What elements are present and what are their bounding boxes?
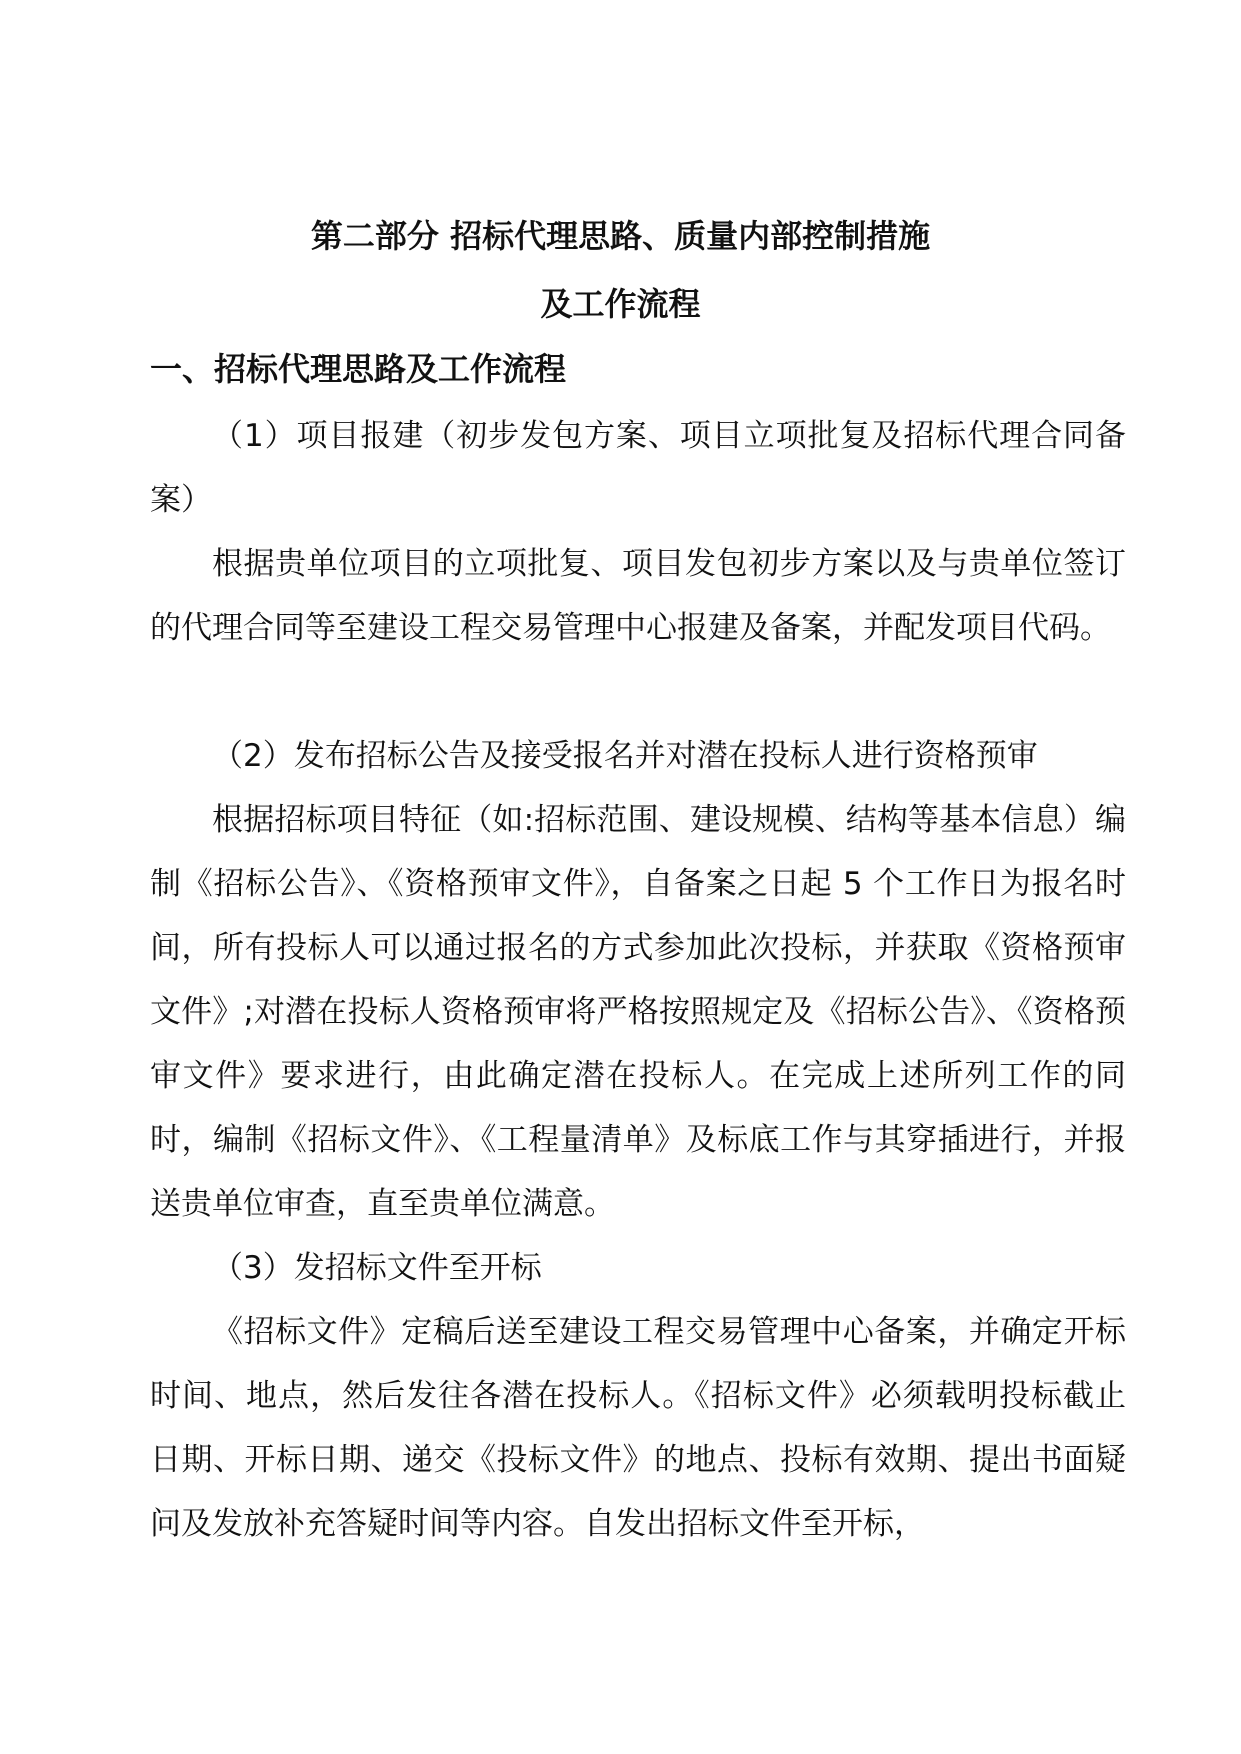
document-title-line-1: 第二部分 招标代理思路、质量内部控制措施 xyxy=(310,217,931,255)
paragraph-item-2-body: 根据招标项目特征（如:招标范围、建设规模、结构等基本信息）编制《招标公告》、《资格预审文件》，自备案之日起 5 个工作日为报名时间，所有投标人可以通过报名的方式参加此次投标，并获取《资格预审文件》;对潜在投标人资格预审将严格按照规定及《招标公告》、《资格预审文件》要求进行，由此确定潜在投标人。在完成上述所列工作的同时，编制《招标文件》、《工程量清单》及标底工作与其穿插进行，并报送贵单位审查，直至贵单位满意。 xyxy=(150,802,1126,1222)
section-heading: 一、招标代理思路及工作流程 xyxy=(150,350,567,388)
document-title-line-2: 及工作流程 xyxy=(540,285,701,323)
paragraph-item-1-heading: （1）项目报建（初步发包方案、项目立项批复及招标代理合同备案） xyxy=(150,418,1126,518)
paragraph-item-3-heading: （3）发招标文件至开标 xyxy=(212,1250,542,1286)
paragraph-item-1-body: 根据贵单位项目的立项批复、项目发包初步方案以及与贵单位签订的代理合同等至建设工程交易管理中心报建及备案，并配发项目代码。 xyxy=(150,546,1126,646)
paragraph-item-2-heading: （2）发布招标公告及接受报名并对潜在投标人进行资格预审 xyxy=(212,738,1038,774)
paragraph-item-3-body: 《招标文件》定稿后送至建设工程交易管理中心备案，并确定开标时间、地点，然后发往各潜在投标人。《招标文件》必须载明投标截止日期、开标日期、递交《投标文件》的地点、投标有效期、提出书面疑问及发放补充答疑时间等内容。自发出招标文件至开标， xyxy=(150,1314,1126,1542)
